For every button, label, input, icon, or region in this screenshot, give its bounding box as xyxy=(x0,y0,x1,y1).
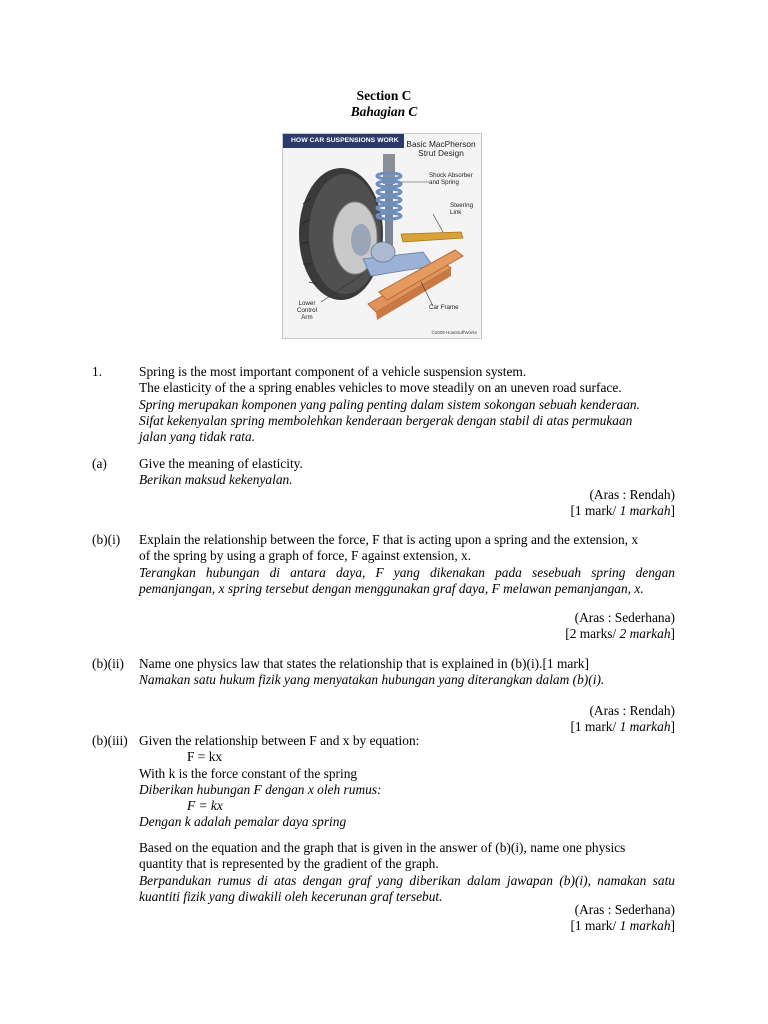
section-title-ms: Bahagian C xyxy=(350,104,418,119)
label-car-frame: Car Frame xyxy=(429,304,459,311)
question-bii-text: Name one physics law that states the relationship that is explained in (b)(i).[1 mark] Namakan satu hukum fizik yang menyatakan hubungan yang diterangkan dalam (b)(i). xyxy=(139,656,605,688)
question-number: (b)(ii) xyxy=(92,656,124,671)
suspension-figure xyxy=(282,133,482,339)
question-biii-paragraph: Based on the equation and the graph that is given in the answer of (b)(i), name one physics quantity that is represented by the gradient of the graph. Berpandukan rumus di atas dengan graf yang diberikan dalam jawapan (b)(i), namakan satu kuantiti fizik yang diwakili oleh kecerunan graf tersebut. xyxy=(139,840,675,904)
question-biii-marks: (Aras : Sederhana) [1 mark/ 1 markah] xyxy=(570,902,675,934)
label-shock-absorber: Shock Absorber and Spring xyxy=(429,172,473,186)
question-number: (a) xyxy=(92,456,107,471)
question-number: (b)(i) xyxy=(92,532,121,547)
figure-copyright: ©2005 HowStuffWorks xyxy=(431,330,477,335)
question-bii-marks: (Aras : Rendah) [1 mark/ 1 markah] xyxy=(570,703,675,735)
figure-banner: HOW CAR SUSPENSIONS WORK xyxy=(283,134,404,148)
question-number: 1. xyxy=(92,364,103,379)
figure-title: Basic MacPherson Strut Design xyxy=(406,139,476,159)
steering-link xyxy=(401,232,463,242)
question-bi-marks: (Aras : Sederhana) [2 marks/ 2 markah] xyxy=(565,610,675,642)
question-a-marks: (Aras : Rendah) [1 mark/ 1 markah] xyxy=(570,487,675,519)
label-lower-control-arm: Lower Control Arm xyxy=(297,300,317,321)
question-bi-text: Explain the relationship between the force, F that is acting upon a spring and the extension, x of the spring by using a graph of force, F against extension, x. Terangkan hubungan di antara daya, F yang dikenakan pada sesebuah spring dengan pemanjangan, x spring tersebut dengan menggunakan graf daya, F melawan pemanjangan, x. xyxy=(139,532,675,596)
question-biii-text: Given the relationship between F and x by equation: F = kx With k is the force constant of the spring Diberikan hubungan F dengan x oleh rumus: F = kx Dengan k adalah pemalar daya spring xyxy=(139,733,420,830)
section-title: Section C xyxy=(356,88,412,103)
label-steering-link: Steering Link xyxy=(450,202,474,216)
question-1-text: Spring is the most important component of a vehicle suspension system. The elasticity of the a spring enables vehicles to move steadily on an uneven road surface. Spring merupakan komponen yang paling penting dalam sistem sokongan sebuah kenderaan. Sifat kekenyalan spring membolehkan kenderaan bergerak dengan stabil di atas permukaan jalan yang tidak rata. xyxy=(139,364,640,445)
question-number: (b)(iii) xyxy=(92,733,128,748)
question-a-text: Give the meaning of elasticity. Berikan maksud kekenyalan. xyxy=(139,456,303,488)
